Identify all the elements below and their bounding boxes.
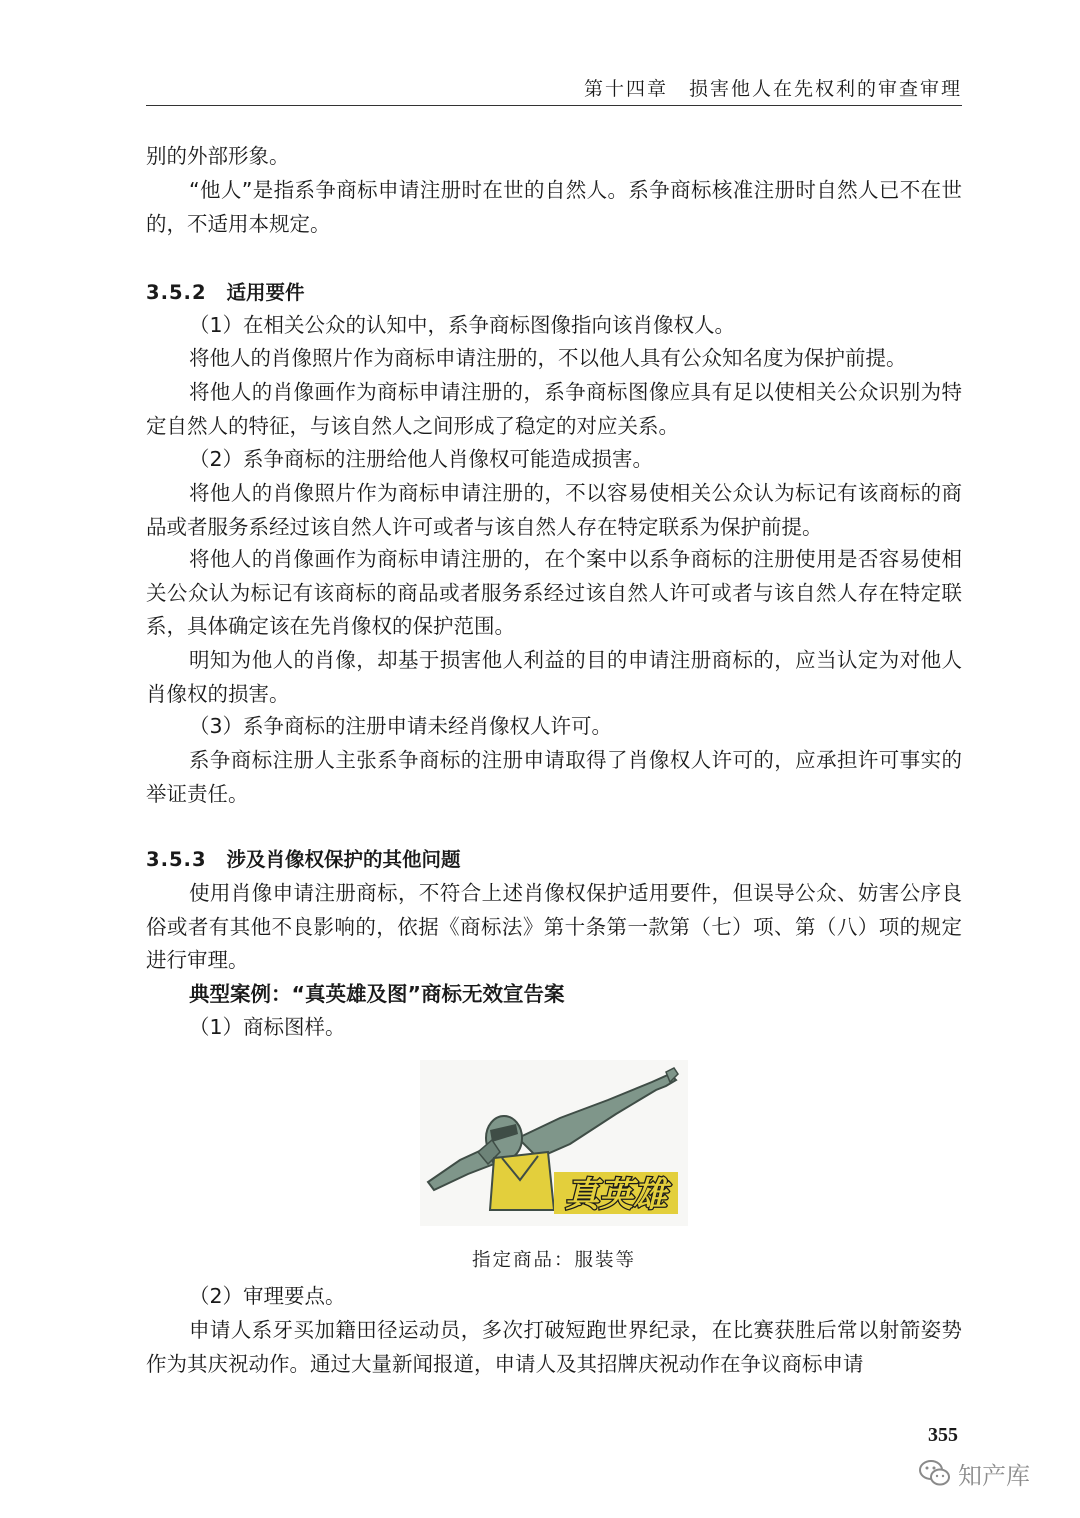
watermark-text: 知产库	[958, 1461, 1030, 1490]
paragraph: （2）审理要点。	[189, 1284, 346, 1308]
paragraph: （3）系争商标的注册申请未经肖像权人许可。	[189, 714, 613, 738]
paragraph: 使用肖像申请注册商标，不符合上述肖像权保护适用要件，但误导公众、妨害公序良俗或者有其他不良影响的，依据《商标法》第十条第一款第（七）项、第（八）项的规定进行审理。	[146, 881, 962, 972]
case-title: 典型案例：“真英雄及图”商标无效宣告案	[189, 982, 565, 1006]
paragraph: （2）系争商标的注册给他人肖像权可能造成损害。	[189, 447, 654, 471]
running-header	[146, 72, 962, 106]
paragraph: 系争商标注册人主张系争商标的注册申请取得了肖像权人许可的，应承担许可事实的举证责任。	[146, 748, 962, 806]
watermark	[918, 1456, 1030, 1490]
header-title: 第十四章 损害他人在先权利的审查审理	[583, 78, 962, 100]
section-title: 适用要件	[226, 281, 305, 304]
section-title: 涉及肖像权保护的其他问题	[226, 848, 461, 871]
section-number: 3.5.2	[146, 281, 207, 304]
trademark-figure	[420, 1060, 688, 1226]
paragraph: 别的外部形象。	[146, 144, 290, 168]
paragraph: （1）在相关公众的认知中，系争商标图像指向该肖像权人。	[189, 313, 736, 337]
paragraph: （1）商标图样。	[189, 1015, 346, 1039]
section-heading-352	[146, 276, 305, 309]
paragraph: 将他人的肖像画作为商标申请注册的，系争商标图像应具有足以使相关公众识别为特定自然人的特征，与该自然人之间形成了稳定的对应关系。	[146, 380, 962, 438]
paragraph: 将他人的肖像照片作为商标申请注册的，不以容易使相关公众认为标记有该商标的商品或者服务系经过该自然人许可或者与该自然人存在特定联系为保护前提。	[146, 481, 962, 539]
wechat-icon	[918, 1458, 952, 1488]
section-number: 3.5.3	[146, 848, 207, 871]
page-number: 355	[928, 1424, 958, 1446]
paragraph: “他人”是指系争商标申请注册时在世的自然人。系争商标核准注册时自然人已不在世的，不适用本规定。	[146, 178, 962, 236]
paragraph: 明知为他人的肖像，却基于损害他人利益的目的申请注册商标的，应当认定为对他人肖像权的损害。	[146, 648, 962, 706]
trademark-logo-image	[420, 1060, 688, 1226]
paragraph: 将他人的肖像画作为商标申请注册的，在个案中以系争商标的注册使用是否容易使相关公众认为标记有该商标的商品或者服务系经过该自然人许可或者与该自然人存在特定联系，具体确定该在先肖像权的保护范围。	[146, 547, 962, 638]
paragraph: 申请人系牙买加籍田径运动员，多次打破短跑世界纪录，在比赛获胜后常以射箭姿势作为其庆祝动作。通过大量新闻报道，申请人及其招牌庆祝动作在争议商标申请	[146, 1318, 962, 1376]
figure-caption: 指定商品：服装等	[471, 1250, 636, 1271]
paragraph: 将他人的肖像照片作为商标申请注册的，不以他人具有公众知名度为保护前提。	[189, 346, 907, 370]
section-heading-353	[146, 843, 461, 876]
trademark-logo-text: 真英雄	[565, 1175, 667, 1215]
